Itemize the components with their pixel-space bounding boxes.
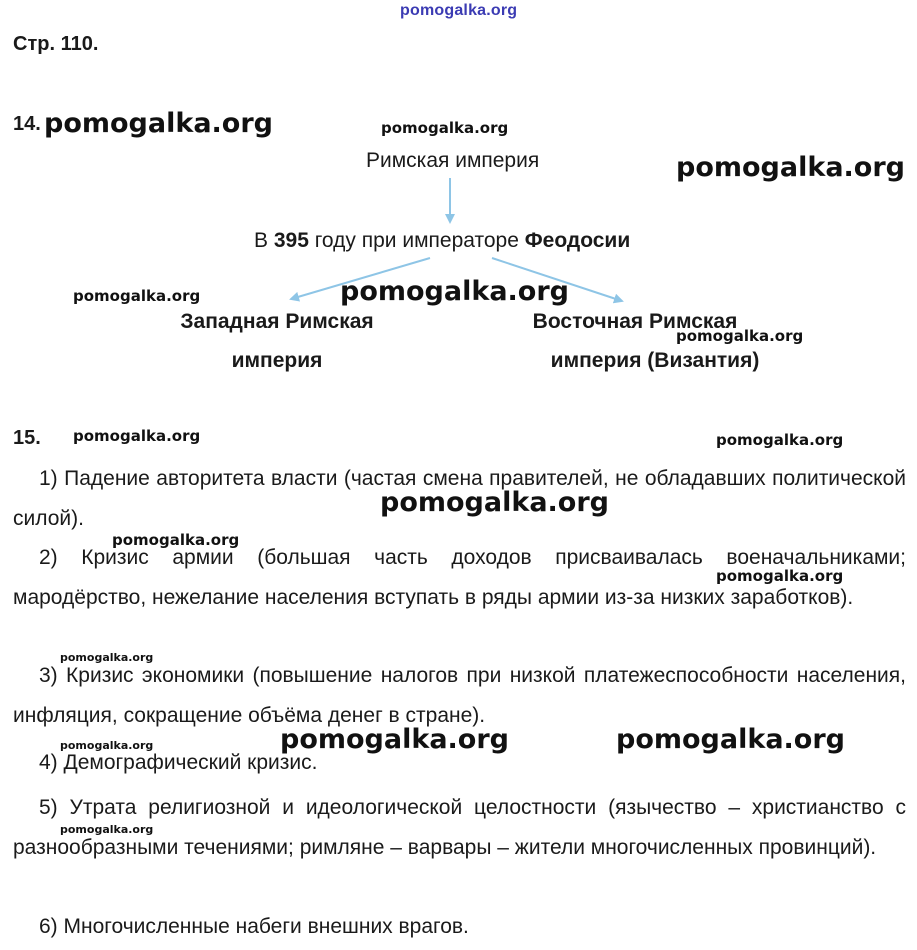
reason-item-5: 5) Утрата религиозной и идеологической целостности (язычество – христианство с разнообразными течениями; римляне – варвары – жители многочисленных провинций). — [13, 796, 906, 859]
middle-year: 395 — [273, 229, 309, 252]
watermark: pomogalka.org — [60, 739, 154, 752]
diagram-middle-node — [254, 229, 630, 253]
west-empire-node — [150, 302, 404, 380]
task-15-number: 15. — [13, 427, 41, 449]
middle-text: году при императоре — [308, 229, 525, 252]
middle-prefix: В — [254, 229, 274, 252]
reason-item-4: 4) Демографический кризис. — [39, 751, 318, 774]
watermark: pomogalka.org — [73, 287, 201, 305]
watermark-top: pomogalka.org — [400, 2, 518, 19]
watermark: pomogalka.org — [73, 427, 201, 445]
watermark: pomogalka.org — [676, 152, 905, 183]
reason-item-1: 1) Падение авторитета власти (частая смена правителей, не обладавших политической силой). — [13, 467, 906, 530]
diagram-top-node: Римская империя — [366, 149, 540, 172]
west-empire-line2: империя — [231, 349, 323, 372]
reason-item-3: 3) Кризис экономики (повышение налогов при низкой платежеспособности населения, инфляция, сокращение объёма денег в стране). — [13, 664, 906, 727]
watermark: pomogalka.org — [44, 108, 273, 139]
west-empire-line1: Западная Римская — [180, 310, 374, 333]
watermark: pomogalka.org — [616, 724, 845, 755]
watermark: pomogalka.org — [676, 327, 804, 345]
watermark: pomogalka.org — [280, 724, 509, 755]
watermark: pomogalka.org — [340, 276, 569, 307]
watermark: pomogalka.org — [60, 823, 154, 836]
watermark: pomogalka.org — [381, 119, 509, 137]
task-14-number: 14. — [13, 113, 41, 135]
reason-item-6: 6) Многочисленные набеги внешних врагов. — [39, 915, 469, 938]
watermark: pomogalka.org — [60, 651, 154, 664]
watermark: pomogalka.org — [716, 567, 844, 585]
watermark: pomogalka.org — [380, 487, 609, 518]
middle-emperor: Феодосии — [524, 229, 631, 252]
reason-item-2: 2) Кризис армии (большая часть доходов присваивалась военачальниками; мародёрство, нежелание населения вступать в ряды армии из-за низких заработков). — [13, 546, 906, 609]
watermark: pomogalka.org — [112, 531, 240, 549]
page-label: Стр. 110. — [13, 33, 99, 55]
east-empire-line2: империя (Византия) — [550, 349, 760, 372]
watermark: pomogalka.org — [716, 431, 844, 449]
east-empire-line1: Восточная Римская — [532, 310, 738, 333]
